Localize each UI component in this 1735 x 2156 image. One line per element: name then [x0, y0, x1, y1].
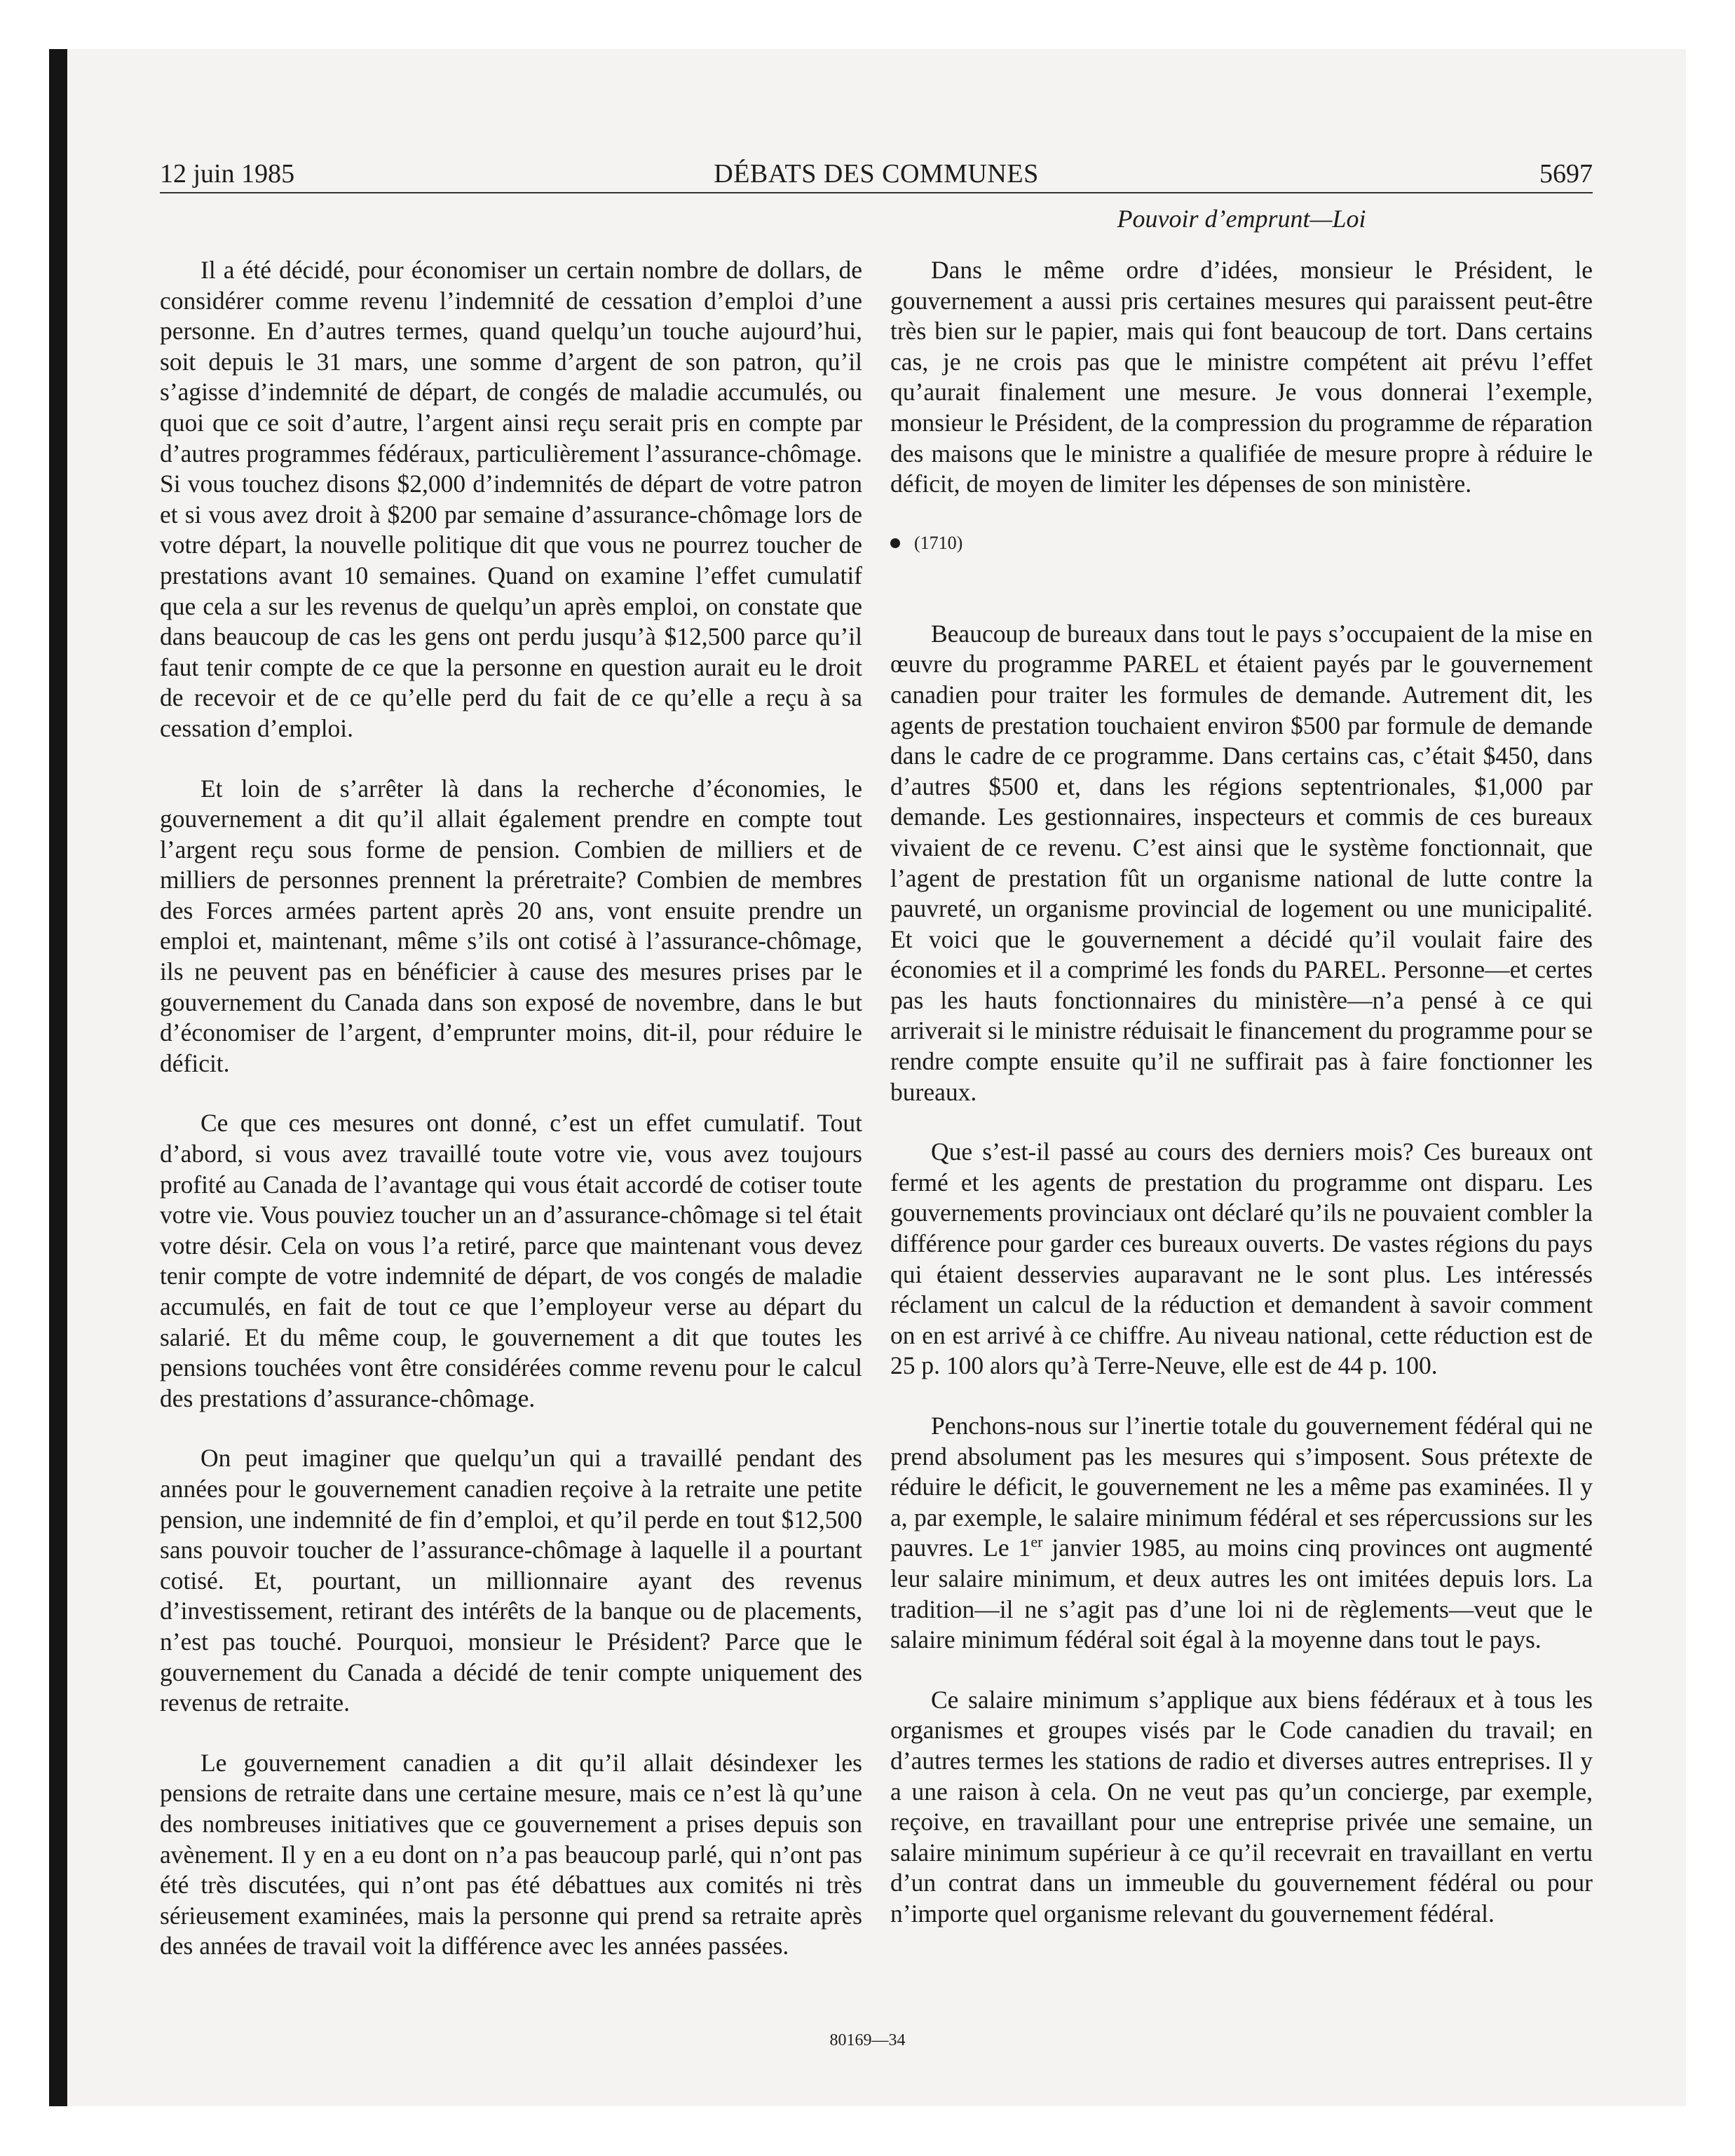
- paragraph: On peut imaginer que quelqu’un qui a travaillé pendant des années pour le gouvernement canadien reçoive à la retraite une petite pension, une indemnité de fin d’emploi, et qu’il perde en tout $12,500 sans pouvoir toucher de l’assurance-chômage à laquelle il a pourtant cotisé. Et, pourtant, un millionnaire ayant des revenus d’investissement, retirant des intérêts de la banque ou de placements, n’est pas touché. Pourquoi, monsieur le Président? Parce que le gouvernement du Canada a décidé de tenir compte uniquement des revenus de retraite.: [160, 1444, 862, 1717]
- time-marker-text: (1710): [914, 532, 963, 553]
- paragraph: Le gouvernement canadien a dit qu’il allait désindexer les pensions de retraite dans une certaine mesure, mais ce n’est là qu’une des nombreuses initiatives que ce gouvernement a prises depuis son avènement. Il y en a eu dont on n’a pas beaucoup parlé, qui n’ont pas été très discutées, qui n’ont pas été débattues aux comités ni très sérieusement examinées, mais la personne qui prend sa retraite après des années de travail voit la différence avec les années passées.: [160, 1748, 862, 1960]
- header-date: 12 juin 1985: [160, 159, 295, 189]
- page-number: 5697: [1539, 159, 1593, 189]
- paragraph: Beaucoup de bureaux dans tout le pays s’occupaient de la mise en œuvre du programme PAREL et étaient payés par le gouvernement canadien pour traiter les formules de demande. Autrement dit, les agents de prestation touchaient environ $500 par formule de demande dans le cadre de ce programme. Dans certains cas, c’était $450, dans d’autres $500 et, dans les régions septentrionales, $1,000 par demande. Les gestionnaires, inspecteurs et commis de ces bureaux vivaient de ce revenu. C’est ainsi que le système fonctionnait, que l’agent de prestation fût un organisme national de lutte contre la pauvreté, un organisme provincial de logement ou une municipalité. Et voici que le gouvernement a décidé qu’il voulait faire des économies et il a comprimé les fonds du PAREL. Personne—et certes pas les hauts fonctionnaires du ministère—n’a pensé à ce qui arriverait si le ministre réduisait le financement du programme pour se rendre compte ensuite qu’il ne suffirait pas à faire fonctionner les bureaux.: [890, 619, 1593, 1106]
- paragraph-text: janvier 1985, au moins cinq provinces ont augmenté leur salaire minimum, et deux autres les ont imitées depuis lors. La tradition—il ne s’agit pas d’une loi ni de règlements—veut que le salaire minimum fédéral soit égal à la moyenne dans tout le pays.: [890, 1534, 1593, 1654]
- footer-code: 80169—34: [829, 2031, 906, 2049]
- paragraph: Ce salaire minimum s’applique aux biens fédéraux et à tous les organismes et groupes visés par le Code canadien du travail; en d’autres termes les stations de radio et diverses autres entreprises. Il y a une raison à cela. On ne veut pas qu’un concierge, par exemple, reçoive, en travaillant pour une entreprise privée une semaine, un salaire minimum supérieur à ce qu’il recevrait en travaillant en vertu d’un contrat dans un immeuble du gouvernement fédéral ou pour n’importe quel organisme relevant du gouvernement fédéral.: [890, 1685, 1593, 1928]
- publication-title: DÉBATS DES COMMUNES: [714, 159, 1039, 189]
- page-header: [160, 156, 1593, 192]
- time-marker: [890, 529, 1593, 557]
- ordinal-suffix: er: [1030, 1533, 1043, 1551]
- paragraph: Que s’est-il passé au cours des derniers mois? Ces bureaux ont fermé et les agents de prestation du programme ont disparu. Les gouvernements provinciaux ont déclaré qu’ils ne pouvaient combler la différence pour garder ces bureaux ouverts. De vastes régions du pays qui étaient desservies auparavant ne le sont plus. Les intéressés réclament un calcul de la réduction et demandent à savoir comment on en est arrivé à ce chiffre. Au niveau national, cette réduction est de 25 p. 100 alors qu’à Terre-Neuve, elle est de 44 p. 100.: [890, 1138, 1593, 1380]
- bullet-icon: [890, 538, 900, 548]
- paragraph: Il a été décidé, pour économiser un certain nombre de dollars, de considérer comme revenu l’indemnité de cessation d’emploi d’une personne. En d’autres termes, quand quelqu’un touche aujourd’hui, soit depuis le 31 mars, une somme d’argent de son patron, qu’il s’agisse d’indemnité de départ, de congés de maladie accumulés, ou quoi que ce soit d’autre, l’argent ainsi reçu serait pris en compte par d’autres programmes fédéraux, particulièrement l’assurance-chômage. Si vous touchez disons $2,000 d’indemnités de départ de votre patron et si vous avez droit à $200 par semaine d’assurance-chômage lors de votre départ, la nouvelle politique dit que vous ne pourrez toucher de prestations avant 10 semaines. Quand on examine l’effet cumulatif que cela a sur les revenus de quelqu’un après emploi, on constate que dans beaucoup de cas les gens ont perdu jusqu’à $12,500 parce qu’il faut tenir compte de ce que la personne en question aurait eu le droit de recevoir et de ce qu’elle perd du fait de ce qu’elle a reçu à sa cessation d’emploi.: [160, 256, 862, 742]
- binding-edge: [49, 49, 67, 2106]
- header-rule: [160, 192, 1593, 193]
- left-column: [160, 255, 862, 1991]
- paragraph: Dans le même ordre d’idées, monsieur le Président, le gouvernement a aussi pris certaines mesures qui paraissent peut-être très bien sur le papier, mais qui font beaucoup de tort. Dans certains cas, je ne crois pas que le ministre compétent ait prévu l’effet qu’aurait finalement une mesure. Je vous donnerai l’exemple, monsieur le Président, de la compression du programme de réparation des maisons que le ministre a qualifiée de mesure propre à réduire le déficit, de moyen de limiter les dépenses de son ministère.: [890, 256, 1593, 498]
- right-column: [890, 255, 1593, 1959]
- paragraph: Ce que ces mesures ont donné, c’est un effet cumulatif. Tout d’abord, si vous avez travaillé toute votre vie, vous avez toujours profité au Canada de l’avantage qui vous était accordé de cotiser toute votre vie. Vous pouviez toucher un an d’assurance-chômage si tel était votre désir. Cela on vous l’a retiré, parce que maintenant vous devez tenir compte de votre indemnité de départ, de vos congés de maladie accumulés, en fait de tout ce que l’employeur verse au départ du salarié. Et du même coup, le gouvernement a dit que toutes les pensions touchées vont être considérées comme revenu pour le calcul des prestations d’assurance-chômage.: [160, 1109, 862, 1412]
- paragraph: [890, 1411, 1593, 1656]
- subject-heading: Pouvoir d’emprunt—Loi: [1117, 205, 1366, 233]
- paragraph: Et loin de s’arrêter là dans la recherche d’économies, le gouvernement a dit qu’il allait également prendre en compte tout l’argent reçu sous forme de pension. Combien de milliers et de milliers de personnes prennent la préretraite? Combien de membres des Forces armées partent après 20 ans, vont ensuite prendre un emploi et, maintenant, même s’ils ont cotisé à l’assurance-chômage, ils ne peuvent pas en bénéficier à cause des mesures prises par le gouvernement du Canada dans son exposé de novembre, dans le but d’économiser de l’argent, d’emprunter moins, dit-il, pour réduire le déficit.: [160, 774, 862, 1077]
- paragraph-text: Penchons-nous sur l’inertie totale du gouvernement fédéral qui ne prend absolument pas les mesures qui s’imposent. Sous prétexte de réduire le déficit, le gouvernement ne les a même pas examinées. Il y a, par exemple, le salaire minimum fédéral et ses répercussions sur les pauvres. Le 1: [890, 1412, 1593, 1562]
